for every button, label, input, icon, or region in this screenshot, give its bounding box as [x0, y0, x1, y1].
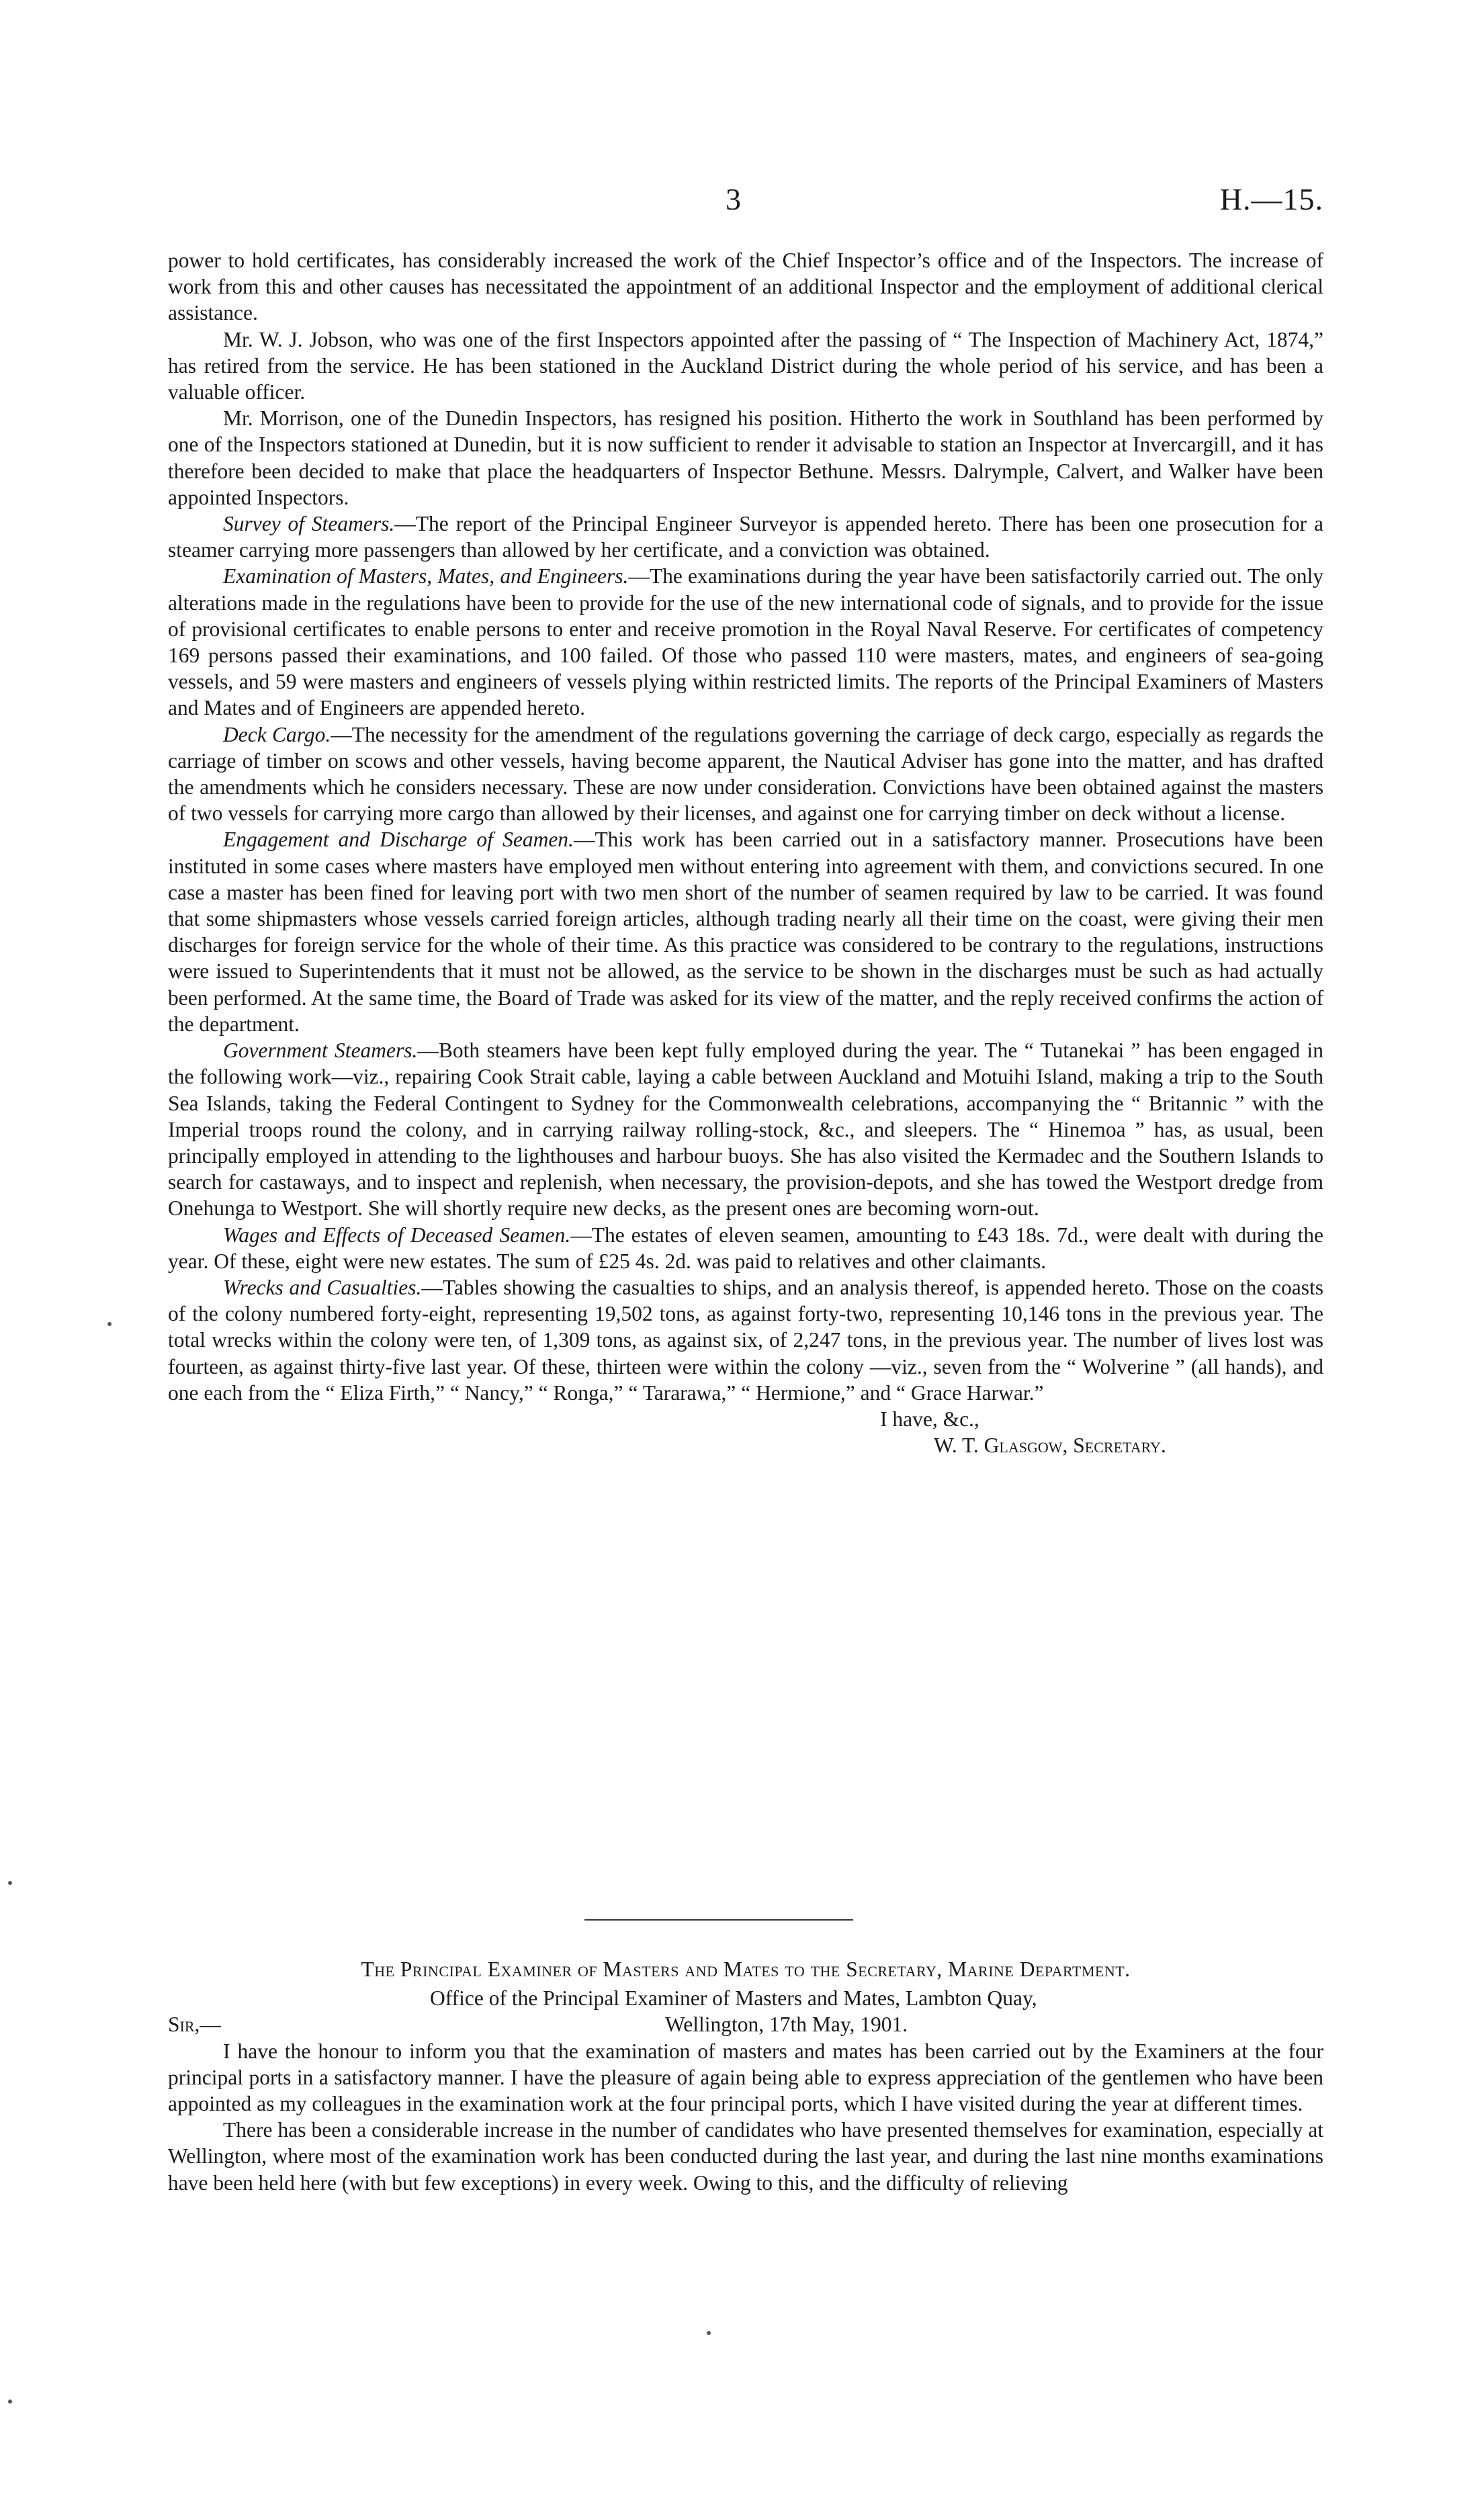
section-survey-of-steamers: [168, 511, 1323, 563]
letter-place-date: Wellington, 17th May, 1901.: [665, 2013, 908, 2037]
scan-speck: [107, 1322, 112, 1326]
letter-title: The Principal Examiner of Masters and Mates to the Secretary, Marine Department.: [361, 1958, 1131, 1981]
closing-formula: I have, &c.,: [880, 1407, 979, 1431]
scan-speck: [8, 2400, 12, 2404]
scan-speck: [8, 1881, 12, 1885]
scan-speck: [707, 2331, 711, 2335]
section-heading: Survey of Steamers.: [223, 512, 395, 536]
section-text: —Both steamers have been kept fully employed during the year. The “ Tutanekai ” has been engaged in the following work—viz., repairing Cook Strait cable, laying a cable between Auckland and Motuihi Island, making a trip to the South Sea Islands, taking the Federal Contingent to Sydney for the Commonwealth celebrations, accompanying the “ Britannic ” with the Imperial troops round the colony, and in carrying railway rolling-stock, &c., and sleepers. The “ Hinemoa ” has, as usual, been principally employed in attending to the lighthouses and harbour buoys. She has also visited the Kermadec and the Southern Islands to search for castaways, and to inspect and replenish, when necessary, the provision-depots, and she has towed the Westport dredge from Onehunga to Westport. She will shortly require new decks, as the present ones are becoming worn-out.: [168, 1039, 1323, 1221]
letter-paragraph-1: I have the honour to inform you that the examination of masters and mates has been carried out by the Examiners at the four principal ports in a satisfactory manner. I have the pleasure of again being able to express appreciation of the gentlemen who have been appointed as my colleagues in the examination work at the four principal ports, which I have visited during the year at different times.: [168, 2039, 1323, 2115]
section-text: —The report of the Principal Engineer Surveyor is appended hereto. There has been one prosecution for a steamer carrying more passengers than allowed by her certificate, and a conviction was obtained.: [168, 512, 1323, 562]
section-wrecks-casualties: [168, 1274, 1323, 1406]
page-header: [168, 181, 1323, 228]
page-number: 3: [726, 182, 741, 216]
section-divider: [584, 1919, 853, 1921]
section-deck-cargo: [168, 721, 1323, 827]
section-heading: Deck Cargo.: [223, 722, 331, 746]
paragraph-jobson-retirement: Mr. W. J. Jobson, who was one of the first Inspectors appointed after the passing of “ The Inspection of Machinery Act, 1874,” has retired from the service. He has been stationed in the Auckland District during the whole period of his service, and has been a valuable officer.: [168, 327, 1323, 404]
signatory: W. T. Glasgow, Secretary.: [934, 1434, 1166, 1458]
section-text: —The estates of eleven seamen, amounting to £43 18s. 7d., were dealt with during the year. Of these, eight were new estates. The sum of £25 4s. 2d. was paid to relatives and other claimants.: [168, 1223, 1324, 1273]
section-text: —The necessity for the amendment of the regulations governing the carriage of deck cargo, especially as regards the carriage of timber on scows and other vessels, having become apparent, the Nautical Adviser has gone into the matter, and has drafted the amendments which he considers necessary. These are now under consideration. Convictions have been obtained against the masters of two vessels for carrying more cargo than allowed by their licenses, and against one for carrying timber on deck without a license.: [168, 722, 1323, 826]
letter-paragraph-2: There has been a considerable increase in the number of candidates who have presented themselves for examination, especially at Wellington, where most of the examination work has been conducted during the last year, and during the last nine months examinations have been held here (with but few exceptions) in every week. Owing to this, and the difficulty of relieving: [168, 2118, 1323, 2195]
paragraph-morrison-resignation: Mr. Morrison, one of the Dunedin Inspectors, has resigned his position. Hitherto the work in Southland has been performed by one of the Inspectors stationed at Dunedin, but it is now sufficient to render it advisable to station an Inspector at Invercargill, and it has therefore been decided to make that place the headquarters of Inspector Bethune. Messrs. Dalrymple, Calvert, and Walker have been appointed Inspectors.: [168, 406, 1323, 509]
letter-office-address: Office of the Principal Examiner of Masters and Mates, Lambton Quay,: [430, 1986, 1037, 2011]
section-engagement-discharge: [168, 826, 1323, 1037]
examiner-letter: [168, 1956, 1323, 2196]
paragraph-inspectors-workload: power to hold certificates, has considerably increased the work of the Chief Inspector’s office and of the Inspectors. The increase of work from this and other causes has necessitated the appointment of an additional Inspector and the employment of additional clerical assistance.: [168, 249, 1323, 325]
section-deceased-seamen: [168, 1222, 1323, 1274]
section-heading: Government Steamers.: [223, 1039, 418, 1063]
salutation-line: [168, 2011, 1323, 2037]
salutation: Sir,—: [168, 2013, 221, 2037]
section-government-steamers: [168, 1037, 1323, 1221]
section-text: —The examinations during the year have been satisfactorily carried out. The only alterations made in the regulations have been to provide for the use of the new international code of signals, and to provide for the issue of provisional certificates to enable persons to enter and receive promotion in the Royal Naval Reserve. For certificates of competency 169 persons passed their examinations, and 100 failed. Of those who passed 110 were masters, mates, and engineers of sea-going vessels, and 59 were masters and engineers of vessels plying within restricted limits. The reports of the Principal Examiners of Masters and Mates and of Engineers are appended hereto.: [168, 564, 1323, 720]
section-heading: Examination of Masters, Mates, and Engineers.: [223, 564, 629, 588]
report-body: [168, 247, 1323, 1458]
section-heading: Engagement and Discharge of Seamen.: [223, 828, 574, 852]
section-examinations: [168, 563, 1323, 721]
section-text: —This work has been carried out in a satisfactory manner. Prosecutions have been instituted in some cases where masters have employed men without entering into agreement with them, and convictions secured. In one case a master has been fined for leaving port with two men short of the number of seamen required by law to be carried. It was found that some shipmasters whose vessels carried foreign articles, although trading nearly all their time on the coast, were giving their men discharges for foreign service for the whole of their time. As this practice was considered to be contrary to the regulations, instructions were issued to Superintendents that it must not be allowed, as the service to be shown in the discharges must be such as had actually been performed. At the same time, the Board of Trade was asked for its view of the matter, and the reply received confirms the action of the department.: [168, 828, 1323, 1036]
section-text: —Tables showing the casualties to ships, and an analysis thereof, is appended hereto. Those on the coasts of the colony numbered forty-eight, representing 19,502 tons, as against forty-two, representing 10,146 tons in the previous year. The total wrecks within the colony were ten, of 1,309 tons, as against six, of 2,247 tons, in the previous year. The number of lives lost was fourteen, as against thirty-five last year. Of these, thirteen were within the colony —viz., seven from the “ Wolverine ” (all hands), and one each from the “ Eliza Firth,” “ Nancy,” “ Ronga,” “ Tararawa,” “ Hermione,” and “ Grace Harwar.”: [168, 1275, 1323, 1405]
section-heading: Wages and Effects of Deceased Seamen.: [223, 1223, 571, 1247]
section-heading: Wrecks and Casualties.: [223, 1275, 422, 1299]
page-reference: H.—15.: [1219, 182, 1323, 216]
